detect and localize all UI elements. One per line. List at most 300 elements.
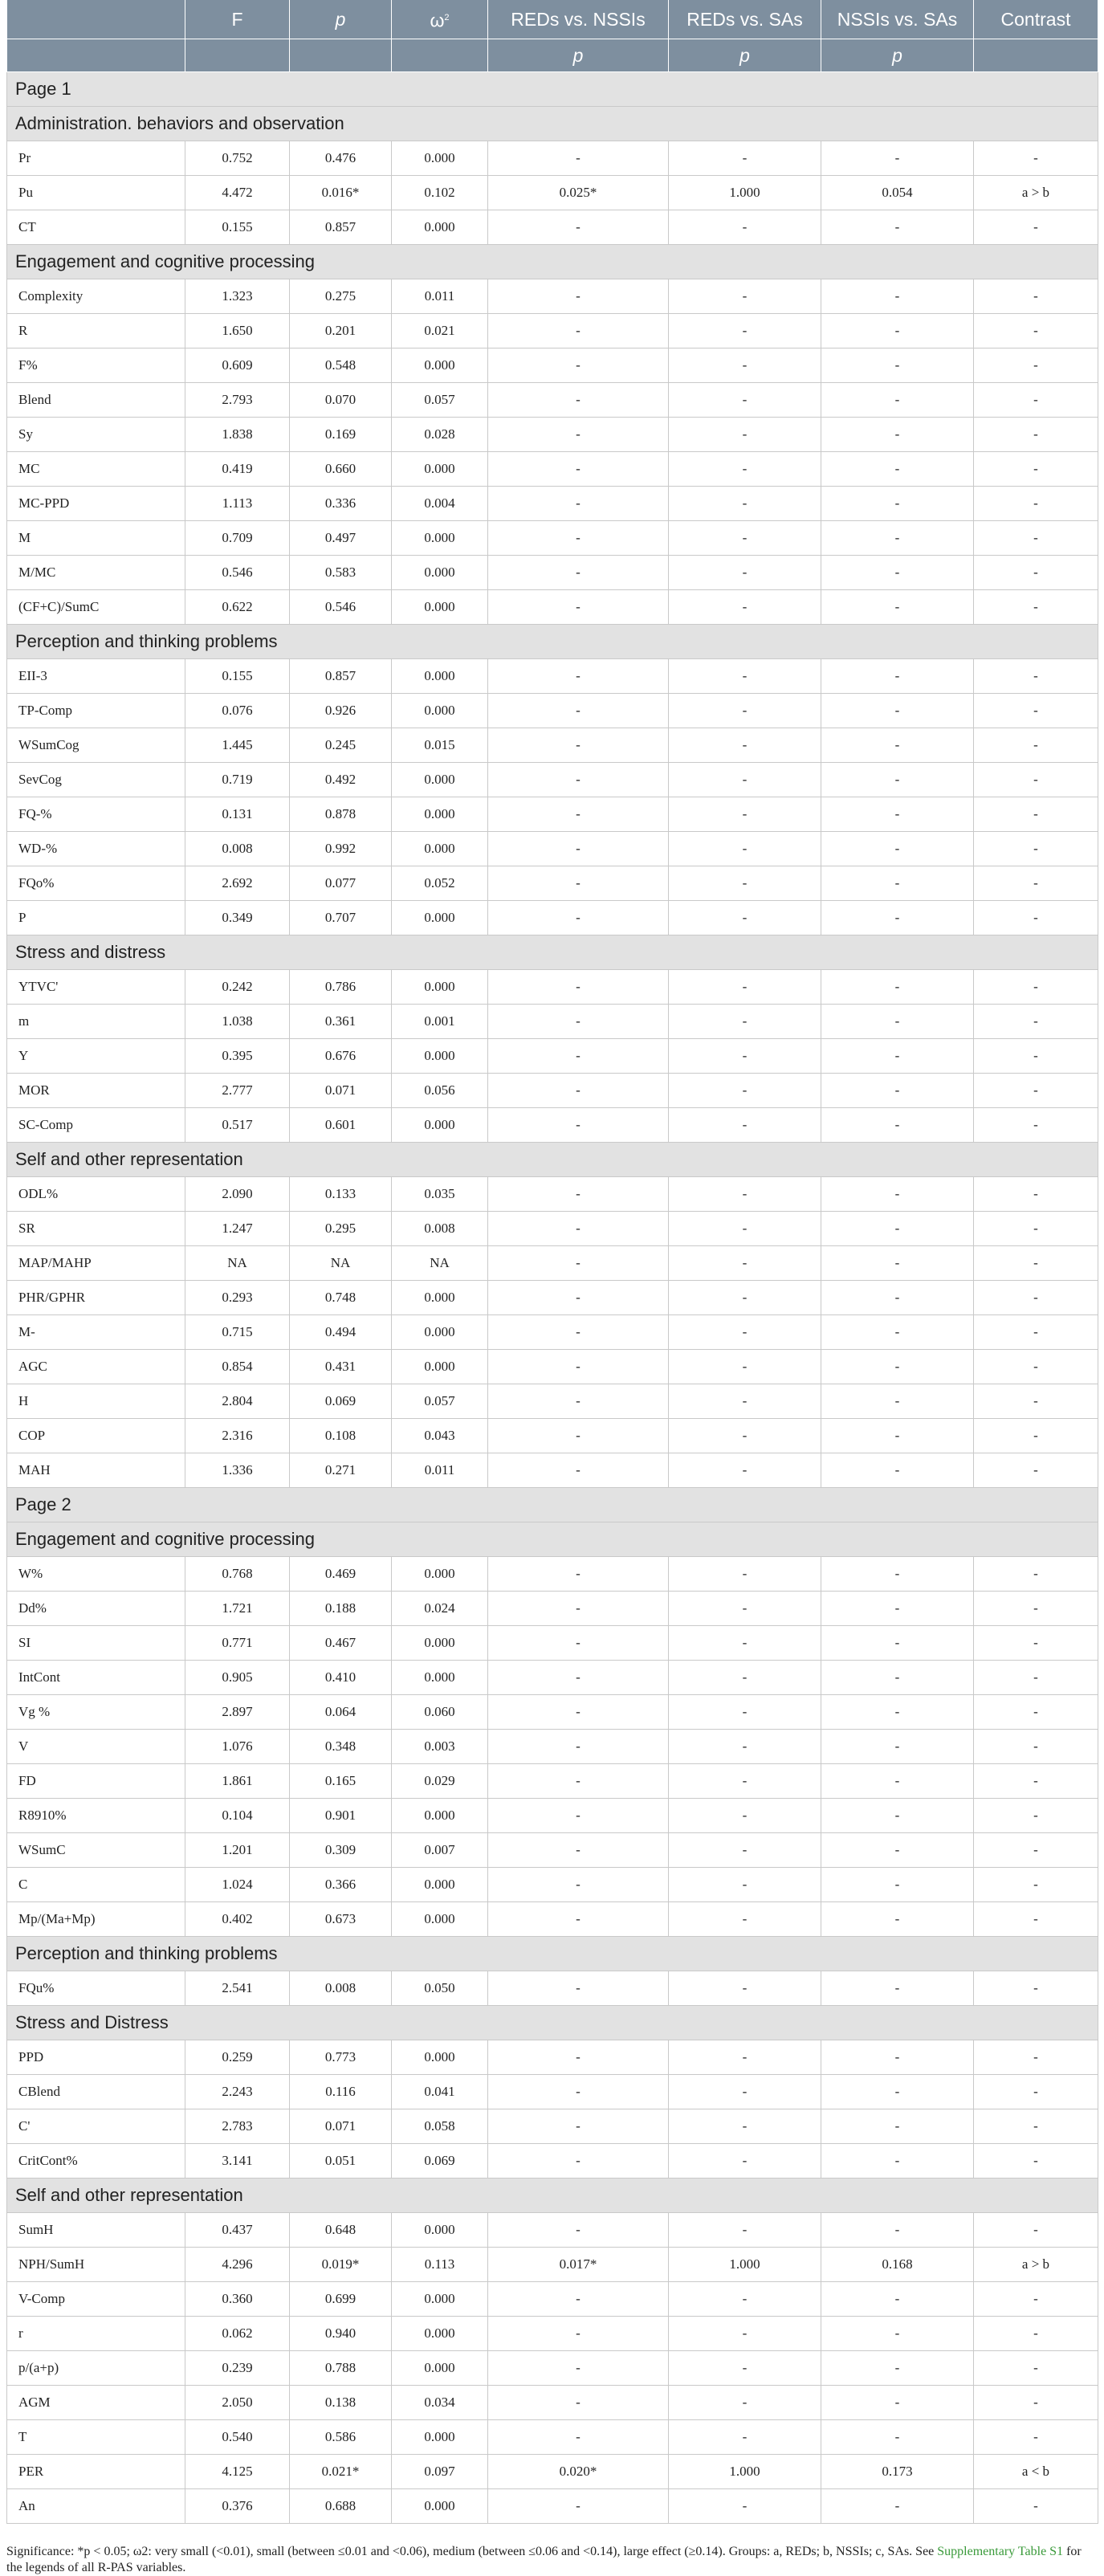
reds-vs-sas-cell: - xyxy=(669,728,821,762)
reds-vs-nssis-cell: - xyxy=(488,1418,669,1453)
f-cell: 0.008 xyxy=(185,831,290,866)
variable-cell: SR xyxy=(7,1211,185,1245)
p-cell: 0.688 xyxy=(290,2488,392,2523)
f-cell: 2.897 xyxy=(185,1694,290,1729)
p-cell: 0.165 xyxy=(290,1763,392,1798)
p-cell: 0.051 xyxy=(290,2143,392,2178)
f-cell: 0.239 xyxy=(185,2350,290,2385)
variable-cell: C xyxy=(7,1867,185,1901)
f-cell: 2.090 xyxy=(185,1176,290,1211)
section-header-row xyxy=(7,1936,1098,1971)
reds-vs-sas-cell: - xyxy=(669,1004,821,1038)
section-label: Stress and distress xyxy=(7,935,1098,969)
reds-vs-nssis-cell: - xyxy=(488,1971,669,2005)
table-row xyxy=(7,1314,1098,1349)
table-row xyxy=(7,900,1098,935)
p-cell: 0.548 xyxy=(290,348,392,382)
reds-vs-sas-cell: - xyxy=(669,382,821,417)
variable-cell: CT xyxy=(7,210,185,244)
reds-vs-sas-cell: - xyxy=(669,1556,821,1591)
variable-cell: Mp/(Ma+Mp) xyxy=(7,1901,185,1936)
omega-cell: 0.057 xyxy=(392,1384,488,1418)
f-cell: 2.541 xyxy=(185,1971,290,2005)
table-row xyxy=(7,1418,1098,1453)
nssis-vs-sas-cell: - xyxy=(821,2281,974,2316)
nssis-vs-sas-cell: - xyxy=(821,1832,974,1867)
reds-vs-sas-cell: - xyxy=(669,2316,821,2350)
omega-cell: 0.000 xyxy=(392,658,488,693)
variable-cell: AGM xyxy=(7,2385,185,2419)
table-header xyxy=(7,0,1098,71)
contrast-cell: - xyxy=(974,2488,1098,2523)
f-cell: 1.445 xyxy=(185,728,290,762)
table-row xyxy=(7,2350,1098,2385)
f-cell: 4.125 xyxy=(185,2454,290,2488)
variable-cell: PPD xyxy=(7,2040,185,2074)
omega-cell: 0.069 xyxy=(392,2143,488,2178)
variable-cell: Sy xyxy=(7,417,185,451)
p-cell: 0.295 xyxy=(290,1211,392,1245)
contrast-cell: - xyxy=(974,417,1098,451)
reds-vs-nssis-cell: - xyxy=(488,2040,669,2074)
omega-cell: 0.008 xyxy=(392,1211,488,1245)
nssis-vs-sas-cell: - xyxy=(821,2488,974,2523)
header-f: F xyxy=(185,0,290,39)
contrast-cell: - xyxy=(974,969,1098,1004)
p-cell: 0.676 xyxy=(290,1038,392,1073)
omega-cell: 0.000 xyxy=(392,1625,488,1660)
nssis-vs-sas-cell: - xyxy=(821,762,974,797)
contrast-cell: - xyxy=(974,210,1098,244)
reds-vs-nssis-cell: - xyxy=(488,520,669,555)
f-cell: 0.517 xyxy=(185,1107,290,1142)
section-header-row xyxy=(7,2178,1098,2212)
f-cell: 0.419 xyxy=(185,451,290,486)
p-cell: 0.546 xyxy=(290,589,392,624)
table-row xyxy=(7,2419,1098,2454)
f-cell: 2.793 xyxy=(185,382,290,417)
table-row xyxy=(7,555,1098,589)
omega-cell: 0.000 xyxy=(392,1107,488,1142)
reds-vs-nssis-cell: - xyxy=(488,2281,669,2316)
variable-cell: IntCont xyxy=(7,1660,185,1694)
omega-cell: 0.001 xyxy=(392,1004,488,1038)
variable-cell: H xyxy=(7,1384,185,1418)
reds-vs-nssis-cell: - xyxy=(488,1107,669,1142)
section-header-row xyxy=(7,71,1098,106)
table-row xyxy=(7,1453,1098,1487)
omega-cell: 0.000 xyxy=(392,2212,488,2247)
p-cell: 0.275 xyxy=(290,279,392,313)
nssis-vs-sas-cell: - xyxy=(821,417,974,451)
p-cell: 0.064 xyxy=(290,1694,392,1729)
reds-vs-nssis-cell: - xyxy=(488,348,669,382)
reds-vs-sas-cell: - xyxy=(669,693,821,728)
omega-cell: 0.000 xyxy=(392,1349,488,1384)
table-row xyxy=(7,1245,1098,1280)
table-row xyxy=(7,2454,1098,2488)
variable-cell: Y xyxy=(7,1038,185,1073)
subheader-blank xyxy=(974,39,1098,71)
reds-vs-nssis-cell: - xyxy=(488,2350,669,2385)
f-cell: 0.622 xyxy=(185,589,290,624)
reds-vs-nssis-cell: - xyxy=(488,1349,669,1384)
reds-vs-sas-cell: - xyxy=(669,1832,821,1867)
reds-vs-nssis-cell: - xyxy=(488,831,669,866)
omega-cell: 0.034 xyxy=(392,2385,488,2419)
nssis-vs-sas-cell: - xyxy=(821,2350,974,2385)
reds-vs-nssis-cell: - xyxy=(488,1832,669,1867)
f-cell: 0.104 xyxy=(185,1798,290,1832)
omega-cell: 0.056 xyxy=(392,1073,488,1107)
omega-cell: 0.000 xyxy=(392,1556,488,1591)
header-reds-vs-nssis: REDs vs. NSSIs xyxy=(488,0,669,39)
p-cell: 0.583 xyxy=(290,555,392,589)
contrast-cell: - xyxy=(974,1798,1098,1832)
nssis-vs-sas-cell: - xyxy=(821,1280,974,1314)
f-cell: 0.719 xyxy=(185,762,290,797)
contrast-cell: - xyxy=(974,1211,1098,1245)
table-row xyxy=(7,658,1098,693)
table-row xyxy=(7,2212,1098,2247)
nssis-vs-sas-cell: - xyxy=(821,831,974,866)
contrast-cell: - xyxy=(974,589,1098,624)
nssis-vs-sas-cell: - xyxy=(821,141,974,175)
table-row xyxy=(7,1729,1098,1763)
omega-cell: 0.000 xyxy=(392,762,488,797)
variable-cell: P xyxy=(7,900,185,935)
header-blank xyxy=(7,0,185,39)
table-row xyxy=(7,693,1098,728)
p-cell: 0.116 xyxy=(290,2074,392,2109)
p-cell: 0.992 xyxy=(290,831,392,866)
nssis-vs-sas-cell: 0.173 xyxy=(821,2454,974,2488)
contrast-cell: - xyxy=(974,1314,1098,1349)
contrast-cell: - xyxy=(974,2074,1098,2109)
variable-cell: ODL% xyxy=(7,1176,185,1211)
reds-vs-sas-cell: - xyxy=(669,2040,821,2074)
table-row xyxy=(7,2143,1098,2178)
reds-vs-nssis-cell: - xyxy=(488,1280,669,1314)
variable-cell: MAH xyxy=(7,1453,185,1487)
p-cell: 0.926 xyxy=(290,693,392,728)
reds-vs-sas-cell: - xyxy=(669,969,821,1004)
reds-vs-nssis-cell: - xyxy=(488,866,669,900)
reds-vs-nssis-cell: - xyxy=(488,555,669,589)
table-row xyxy=(7,589,1098,624)
variable-cell: CBlend xyxy=(7,2074,185,2109)
variable-cell: An xyxy=(7,2488,185,2523)
reds-vs-sas-cell: - xyxy=(669,555,821,589)
reds-vs-sas-cell: - xyxy=(669,279,821,313)
reds-vs-nssis-cell: - xyxy=(488,900,669,935)
table-row xyxy=(7,2281,1098,2316)
subheader-p: p xyxy=(821,39,974,71)
p-cell: 0.188 xyxy=(290,1591,392,1625)
nssis-vs-sas-cell: - xyxy=(821,728,974,762)
contrast-cell: - xyxy=(974,2419,1098,2454)
reds-vs-sas-cell: - xyxy=(669,1384,821,1418)
reds-vs-nssis-cell: - xyxy=(488,1038,669,1073)
contrast-cell: - xyxy=(974,2040,1098,2074)
p-cell: 0.648 xyxy=(290,2212,392,2247)
f-cell: 2.316 xyxy=(185,1418,290,1453)
variable-cell: Vg % xyxy=(7,1694,185,1729)
contrast-cell: - xyxy=(974,2281,1098,2316)
table-row xyxy=(7,279,1098,313)
reds-vs-sas-cell: - xyxy=(669,2385,821,2419)
reds-vs-nssis-cell: - xyxy=(488,2385,669,2419)
variable-cell: Pu xyxy=(7,175,185,210)
reds-vs-nssis-cell: - xyxy=(488,1073,669,1107)
nssis-vs-sas-cell: - xyxy=(821,589,974,624)
nssis-vs-sas-cell: - xyxy=(821,2109,974,2143)
reds-vs-sas-cell: - xyxy=(669,1591,821,1625)
variable-cell: MAP/MAHP xyxy=(7,1245,185,1280)
header-reds-vs-sas: REDs vs. SAs xyxy=(669,0,821,39)
reds-vs-nssis-cell: - xyxy=(488,762,669,797)
section-label: Page 2 xyxy=(7,1487,1098,1522)
reds-vs-sas-cell: - xyxy=(669,417,821,451)
reds-vs-nssis-cell: - xyxy=(488,658,669,693)
contrast-cell: - xyxy=(974,1625,1098,1660)
nssis-vs-sas-cell: - xyxy=(821,1211,974,1245)
reds-vs-sas-cell: - xyxy=(669,1660,821,1694)
f-cell: 1.336 xyxy=(185,1453,290,1487)
p-cell: 0.494 xyxy=(290,1314,392,1349)
omega-cell: 0.060 xyxy=(392,1694,488,1729)
p-cell: 0.492 xyxy=(290,762,392,797)
reds-vs-sas-cell: - xyxy=(669,2350,821,2385)
f-cell: 0.540 xyxy=(185,2419,290,2454)
variable-cell: SC-Comp xyxy=(7,1107,185,1142)
contrast-cell: - xyxy=(974,1660,1098,1694)
p-cell: 0.707 xyxy=(290,900,392,935)
contrast-cell: - xyxy=(974,1867,1098,1901)
p-cell: 0.271 xyxy=(290,1453,392,1487)
table-row xyxy=(7,417,1098,451)
p-cell: 0.069 xyxy=(290,1384,392,1418)
section-label: Administration. behaviors and observation xyxy=(7,106,1098,141)
reds-vs-nssis-cell: - xyxy=(488,313,669,348)
nssis-vs-sas-cell: - xyxy=(821,1798,974,1832)
p-cell: 0.410 xyxy=(290,1660,392,1694)
f-cell: 0.360 xyxy=(185,2281,290,2316)
p-cell: 0.108 xyxy=(290,1418,392,1453)
table-row xyxy=(7,2040,1098,2074)
table-row xyxy=(7,762,1098,797)
reds-vs-sas-cell: - xyxy=(669,1867,821,1901)
reds-vs-sas-cell: - xyxy=(669,900,821,935)
f-cell: 0.376 xyxy=(185,2488,290,2523)
variable-cell: R8910% xyxy=(7,1798,185,1832)
omega-cell: 0.000 xyxy=(392,2281,488,2316)
p-cell: 0.601 xyxy=(290,1107,392,1142)
variable-cell: FQu% xyxy=(7,1971,185,2005)
f-cell: 0.709 xyxy=(185,520,290,555)
reds-vs-sas-cell: - xyxy=(669,589,821,624)
table-row xyxy=(7,2109,1098,2143)
reds-vs-sas-cell: - xyxy=(669,2109,821,2143)
reds-vs-sas-cell: - xyxy=(669,2281,821,2316)
contrast-cell: - xyxy=(974,728,1098,762)
f-cell: 0.437 xyxy=(185,2212,290,2247)
p-cell: 0.773 xyxy=(290,2040,392,2074)
f-cell: 4.472 xyxy=(185,175,290,210)
reds-vs-sas-cell: - xyxy=(669,1971,821,2005)
table-row xyxy=(7,451,1098,486)
nssis-vs-sas-cell: - xyxy=(821,1314,974,1349)
subheader-blank xyxy=(290,39,392,71)
subheader-p: p xyxy=(488,39,669,71)
nssis-vs-sas-cell: - xyxy=(821,1245,974,1280)
reds-vs-nssis-cell: - xyxy=(488,1660,669,1694)
p-cell: 0.786 xyxy=(290,969,392,1004)
header-row xyxy=(7,0,1098,39)
omega-cell: 0.029 xyxy=(392,1763,488,1798)
reds-vs-nssis-cell: - xyxy=(488,2143,669,2178)
variable-cell: M- xyxy=(7,1314,185,1349)
table-row xyxy=(7,1073,1098,1107)
variable-cell: MOR xyxy=(7,1073,185,1107)
contrast-cell: - xyxy=(974,520,1098,555)
omega-cell: 0.000 xyxy=(392,589,488,624)
omega-cell: 0.052 xyxy=(392,866,488,900)
table-row xyxy=(7,1798,1098,1832)
nssis-vs-sas-cell: - xyxy=(821,1901,974,1936)
supplementary-link[interactable]: Supplementary Table S1 xyxy=(937,2545,1064,2558)
nssis-vs-sas-cell: - xyxy=(821,969,974,1004)
reds-vs-sas-cell: - xyxy=(669,1245,821,1280)
contrast-cell: - xyxy=(974,1729,1098,1763)
p-cell: 0.431 xyxy=(290,1349,392,1384)
p-cell: 0.497 xyxy=(290,520,392,555)
contrast-cell: - xyxy=(974,1349,1098,1384)
f-cell: 1.861 xyxy=(185,1763,290,1798)
section-header-row xyxy=(7,2005,1098,2040)
variable-cell: V xyxy=(7,1729,185,1763)
reds-vs-nssis-cell: 0.020* xyxy=(488,2454,669,2488)
p-cell: 0.071 xyxy=(290,2109,392,2143)
f-cell: 2.243 xyxy=(185,2074,290,2109)
variable-cell: YTVC' xyxy=(7,969,185,1004)
reds-vs-nssis-cell: - xyxy=(488,486,669,520)
omega-cell: 0.000 xyxy=(392,2316,488,2350)
contrast-cell: - xyxy=(974,1763,1098,1798)
variable-cell: NPH/SumH xyxy=(7,2247,185,2281)
nssis-vs-sas-cell: - xyxy=(821,348,974,382)
p-cell: 0.469 xyxy=(290,1556,392,1591)
reds-vs-sas-cell: - xyxy=(669,313,821,348)
table-row xyxy=(7,1901,1098,1936)
p-cell: 0.019* xyxy=(290,2247,392,2281)
header-omega: $\omega^2$ xyxy=(392,0,488,39)
variable-cell: FQo% xyxy=(7,866,185,900)
omega-cell: 0.000 xyxy=(392,451,488,486)
omega-cell: 0.000 xyxy=(392,797,488,831)
f-cell: 0.546 xyxy=(185,555,290,589)
omega-cell: 0.000 xyxy=(392,1901,488,1936)
table-row xyxy=(7,728,1098,762)
nssis-vs-sas-cell: - xyxy=(821,2212,974,2247)
reds-vs-nssis-cell: - xyxy=(488,693,669,728)
reds-vs-sas-cell: 1.000 xyxy=(669,175,821,210)
table-row xyxy=(7,1660,1098,1694)
section-label: Engagement and cognitive processing xyxy=(7,1522,1098,1556)
omega-cell: 0.000 xyxy=(392,2419,488,2454)
omega-cell: 0.000 xyxy=(392,1798,488,1832)
variable-cell: FQ-% xyxy=(7,797,185,831)
reds-vs-sas-cell: - xyxy=(669,797,821,831)
variable-cell: M/MC xyxy=(7,555,185,589)
nssis-vs-sas-cell: - xyxy=(821,1004,974,1038)
reds-vs-nssis-cell: - xyxy=(488,969,669,1004)
nssis-vs-sas-cell: - xyxy=(821,1763,974,1798)
reds-vs-nssis-cell: 0.025* xyxy=(488,175,669,210)
table-row xyxy=(7,2488,1098,2523)
section-label: Self and other representation xyxy=(7,1142,1098,1176)
nssis-vs-sas-cell: - xyxy=(821,313,974,348)
f-cell: 0.349 xyxy=(185,900,290,935)
reds-vs-sas-cell: - xyxy=(669,658,821,693)
omega-cell: 0.003 xyxy=(392,1729,488,1763)
f-cell: 0.131 xyxy=(185,797,290,831)
f-cell: 0.293 xyxy=(185,1280,290,1314)
variable-cell: SI xyxy=(7,1625,185,1660)
section-label: Engagement and cognitive processing xyxy=(7,244,1098,279)
variable-cell: SevCog xyxy=(7,762,185,797)
reds-vs-nssis-cell: - xyxy=(488,2488,669,2523)
reds-vs-nssis-cell: - xyxy=(488,1867,669,1901)
table-row xyxy=(7,1107,1098,1142)
results-table xyxy=(6,0,1098,2524)
nssis-vs-sas-cell: - xyxy=(821,2143,974,2178)
reds-vs-sas-cell: - xyxy=(669,1798,821,1832)
omega-cell: 0.000 xyxy=(392,1314,488,1349)
f-cell: 0.062 xyxy=(185,2316,290,2350)
reds-vs-sas-cell: 1.000 xyxy=(669,2454,821,2488)
contrast-cell: - xyxy=(974,1453,1098,1487)
table-row xyxy=(7,348,1098,382)
variable-cell: PER xyxy=(7,2454,185,2488)
p-cell: 0.201 xyxy=(290,313,392,348)
omega-cell: 0.097 xyxy=(392,2454,488,2488)
variable-cell: V-Comp xyxy=(7,2281,185,2316)
nssis-vs-sas-cell: - xyxy=(821,900,974,935)
nssis-vs-sas-cell: - xyxy=(821,2074,974,2109)
table-row xyxy=(7,1176,1098,1211)
contrast-cell: - xyxy=(974,797,1098,831)
contrast-cell: - xyxy=(974,348,1098,382)
reds-vs-sas-cell: - xyxy=(669,451,821,486)
nssis-vs-sas-cell: - xyxy=(821,2040,974,2074)
contrast-cell: - xyxy=(974,1901,1098,1936)
omega-cell: 0.011 xyxy=(392,279,488,313)
p-cell: 0.748 xyxy=(290,1280,392,1314)
variable-cell: WSumC xyxy=(7,1832,185,1867)
reds-vs-sas-cell: - xyxy=(669,2488,821,2523)
reds-vs-sas-cell: - xyxy=(669,210,821,244)
omega-cell: 0.102 xyxy=(392,175,488,210)
omega-cell: 0.000 xyxy=(392,1867,488,1901)
reds-vs-sas-cell: - xyxy=(669,141,821,175)
header-p: p xyxy=(290,0,392,39)
p-cell: 0.070 xyxy=(290,382,392,417)
p-cell: 0.336 xyxy=(290,486,392,520)
contrast-cell: - xyxy=(974,1107,1098,1142)
reds-vs-nssis-cell: - xyxy=(488,2212,669,2247)
contrast-cell: - xyxy=(974,1073,1098,1107)
